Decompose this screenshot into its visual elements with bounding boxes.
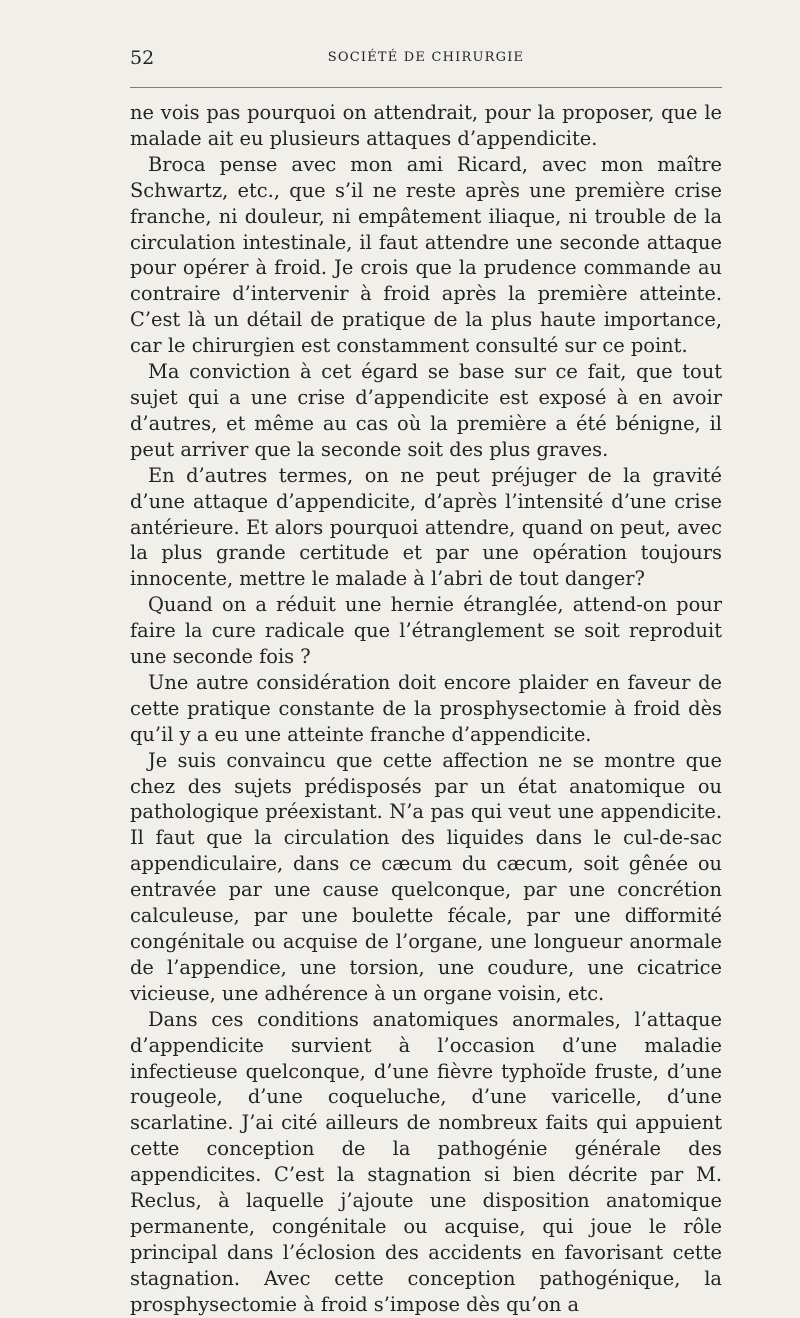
paragraph: Dans ces conditions anatomiques anormales, l’attaque d’appendicite survient à l’occasion d’une maladie infectieuse quelconque, d’une fièvre typhoïde fruste, d’une rougeole, d’une coqueluche, d’une varicelle, d’une scarlatine. J’ai cité ailleurs de nombreux faits qui appuient cette conception de la pathogénie générale des appendicites. C’est la stagnation si bien décrite par M. Reclus, à laquelle j’ajoute une disposition anatomique permanente, congénitale ou acquise, qui joue le rôle principal dans l’éclosion des accidents en favorisant cette stagnation. Avec cette conception pathogénique, la prosphysectomie à froid s’impose dès qu’on a: [130, 1007, 722, 1316]
body-text: [130, 100, 722, 1318]
running-title: SOCIÉTÉ DE CHIRURGIE: [327, 50, 525, 65]
page-header: [130, 46, 722, 70]
paragraph: ne vois pas pourquoi on attendrait, pour la proposer, que le malade ait eu plusieurs attaques d’appendicite.: [130, 101, 722, 150]
paragraph: Broca pense avec mon ami Ricard, avec mon maître Schwartz, etc., que s’il ne reste après une première crise franche, ni douleur, ni empâtement iliaque, ni trouble de la circulation intestinale, il faut attendre une seconde attaque pour opérer à froid. Je crois que la prudence commande au contraire d’intervenir à froid après la première atteinte. C’est là un détail de pratique de la plus haute importance, car le chirurgien est constamment consulté sur ce point.: [130, 152, 722, 358]
paragraph: En d’autres termes, on ne peut préjuger de la gravité d’une attaque d’appendicite, d’après l’intensité d’une crise antérieure. Et alors pourquoi attendre, quand on peut, avec la plus grande certitude et par une opération toujours innocente, mettre le malade à l’abri de tout danger?: [130, 463, 722, 591]
paragraph: Je suis convaincu que cette affection ne se montre que chez des sujets prédisposés par un état anatomique ou pathologique préexistant. N’a pas qui veut une appendicite. Il faut que la circulation des liquides dans le cul-de-sac appendiculaire, dans ce cæcum du cæcum, soit gênée ou entravée par une cause quelconque, par une concrétion calculeuse, par une boulette fécale, par une difformité congénitale ou acquise de l’organe, une longueur anormale de l’appendice, une torsion, une coudure, une cicatrice vicieuse, une adhérence à un organe voisin, etc.: [130, 748, 722, 1005]
header-rule: [130, 87, 722, 88]
paragraph: Quand on a réduit une hernie étranglée, attend-on pour faire la cure radicale que l’étranglement se soit reproduit une seconde fois ?: [130, 593, 722, 669]
paragraph: Une autre considération doit encore plaider en faveur de cette pratique constante de la prosphysectomie à froid dès qu’il y a eu une atteinte franche d’appendicite.: [130, 670, 722, 746]
paragraph: Ma conviction à cet égard se base sur ce fait, que tout sujet qui a une crise d’appendicite est exposé à en avoir d’autres, et même au cas où la première a été bénigne, il peut arriver que la seconde soit des plus graves.: [130, 360, 722, 461]
page-number: 52: [130, 47, 155, 69]
